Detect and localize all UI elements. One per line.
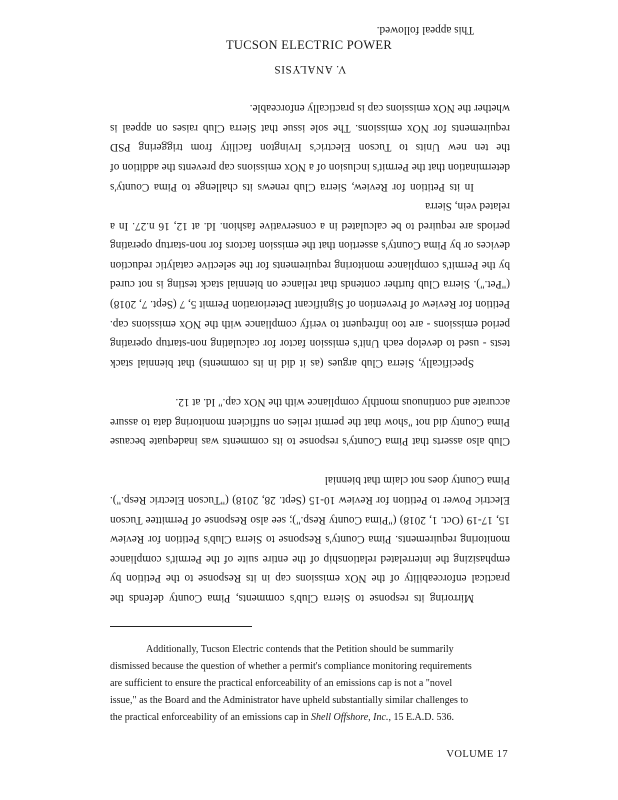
upside-down-body-text: [110, 23, 510, 607]
footnote-line-4: issue," as the Board and the Administrator have upheld substantially similar challenges to: [110, 695, 469, 706]
case-citation: Shell Offshore, Inc.: [311, 712, 389, 723]
footnote-line-2: dismissed because the question of whether a permit's compliance monitoring requirements: [110, 661, 472, 672]
body-paragraph-3: Specifically, Sierra Club argues (as it did in its comments) that biennial stack tests - used to develop each Unit's emission factor for calculating non-startup operating period emissions - are too infrequent to verify compliance with the NOx emissions cap. Petition for Review of Prevention of Significant Deterioration Permit 5, 7 (Sept. 7, 2018) ("Pet."). Sierra Club further contends that reliance on biennial stack testing is not cured by the Permit's compliance monitoring requirements for the selective catalytic reduction devices or by Pima County's assertion that the emission factors for non-startup operating periods are required to be calculated in a conservative fashion. Id. at 12, 16 n.27. In a related vein, Sierra: [110, 200, 510, 369]
volume-footer: VOLUME 17: [446, 749, 508, 760]
body-paragraph-1: Mirroring its response to Sierra Club's comments, Pima County defends the practical enforceability of the NOx emissions cap in its Response to the Petition by emphasizing the interrelated relationship of the entire suite of the Permit's compliance monitoring requirements. Pima County's Response to Sierra Club's Petition for Review 15, 17-19 (Oct. 1, 2018) ("Pima County Resp."); see also Response of Permittee Tucson Electric Power to Petition for Review 10-15 (Sept. 28, 2018) ("Tucson Electric Resp."). Pima County does not claim that biennial: [110, 474, 510, 604]
running-header: TUCSON ELECTRIC POWER: [225, 38, 393, 52]
body-paragraph-4: In its Petition for Review, Sierra Club renews its challenge to Pima County's determination that the Permit's inclusion of a NOx emissions cap prevents the addition of the ten new Units to Tucson Electric's Irvington facility from triggering PSD requirements for NOx emissions. The sole issue that Sierra Club raises on appeal is whether the NOx emissions cap is practically enforceable.: [110, 102, 510, 193]
footnote-line-5-suffix: , 15 E.A.D. 536.: [388, 712, 455, 723]
analysis-heading: V. ANALYSIS: [273, 62, 347, 75]
footnote: [110, 641, 510, 726]
footnote-line-3: are sufficient to ensure the practical enforceability of an emissions cap is not a "novel: [110, 678, 453, 689]
footnote-divider: [110, 626, 252, 627]
footnote-line-1: Additionally, Tucson Electric contends that the Petition should be summarily: [146, 644, 454, 655]
footnote-line-5: [110, 709, 510, 726]
footnote-line-5-prefix: the practical enforceability of an emissions cap in: [110, 712, 312, 723]
body-paragraph-2: Club also asserts that Pima County's response to its comments was inadequate because Pima County did not "show that the permit relies on sufficient monitoring data to assure accurate and continuous monthly compliance with the NOx cap." Id. at 12.: [110, 396, 510, 448]
body-paragraph-5: This appeal followed.: [376, 23, 474, 36]
